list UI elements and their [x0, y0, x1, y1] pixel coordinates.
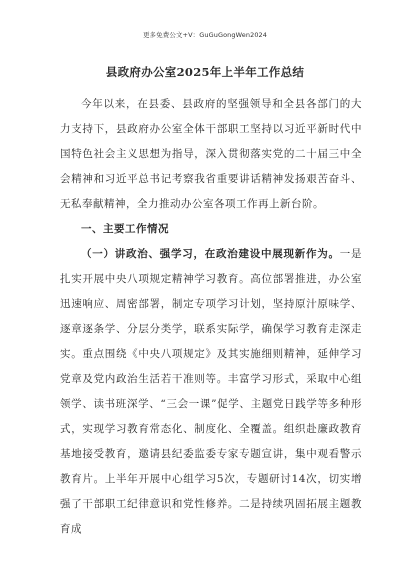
intro-paragraph: 今年以来，在县委、县政府的坚强领导和全县各部门的大力支持下，县政府办公室全体干部职工坚持以习近平新时代中国特色社会主义思想为指导，深入贯彻落实党的二十届三中全会精神和习近平总书记考察我省重要讲话精神发扬艰苦奋斗、无私奉献精神，全力推动办公室各项工作再上新台阶。 — [60, 98, 362, 210]
document-title: 县政府办公室2025年上半年工作总结 — [105, 65, 305, 79]
sub-heading: （一）讲政治、强学习，在政治建设中展现新作为。 — [81, 248, 340, 260]
section-heading: 一、主要工作情况 — [81, 223, 169, 235]
document-body — [60, 92, 362, 542]
header-note: 更多免费公文+V：GuGuGongWen2024 — [142, 31, 268, 39]
section-paragraph — [60, 242, 362, 542]
section-body: 一是扎实开展中央八项规定精神学习教育。高位部署推进，办公室迅速响应、周密部署，制定专项学习计划，坚持原汁原味学、逐章逐条学、分层分类学，联系实际学，确保学习教育走深走实。重点围绕《中央八项规定》及其实施细则精神，延伸学习党章及党内政治生活若干准则等。丰富学习形式，采取中心组领学、读书班深学、“三会一课”促学、主题党日践学等多种形式，实现学习教育常态化、制度化、全覆盖。组织赴廉政教育基地接受教育，邀请县纪委监委专家专题宣讲，集中观看警示教育片。上半年开展中心组学习5次，专题研讨14次，切实增强了干部职工纪律意识和党性修养。二是持续巩固拓展主题教育成 — [60, 248, 362, 535]
